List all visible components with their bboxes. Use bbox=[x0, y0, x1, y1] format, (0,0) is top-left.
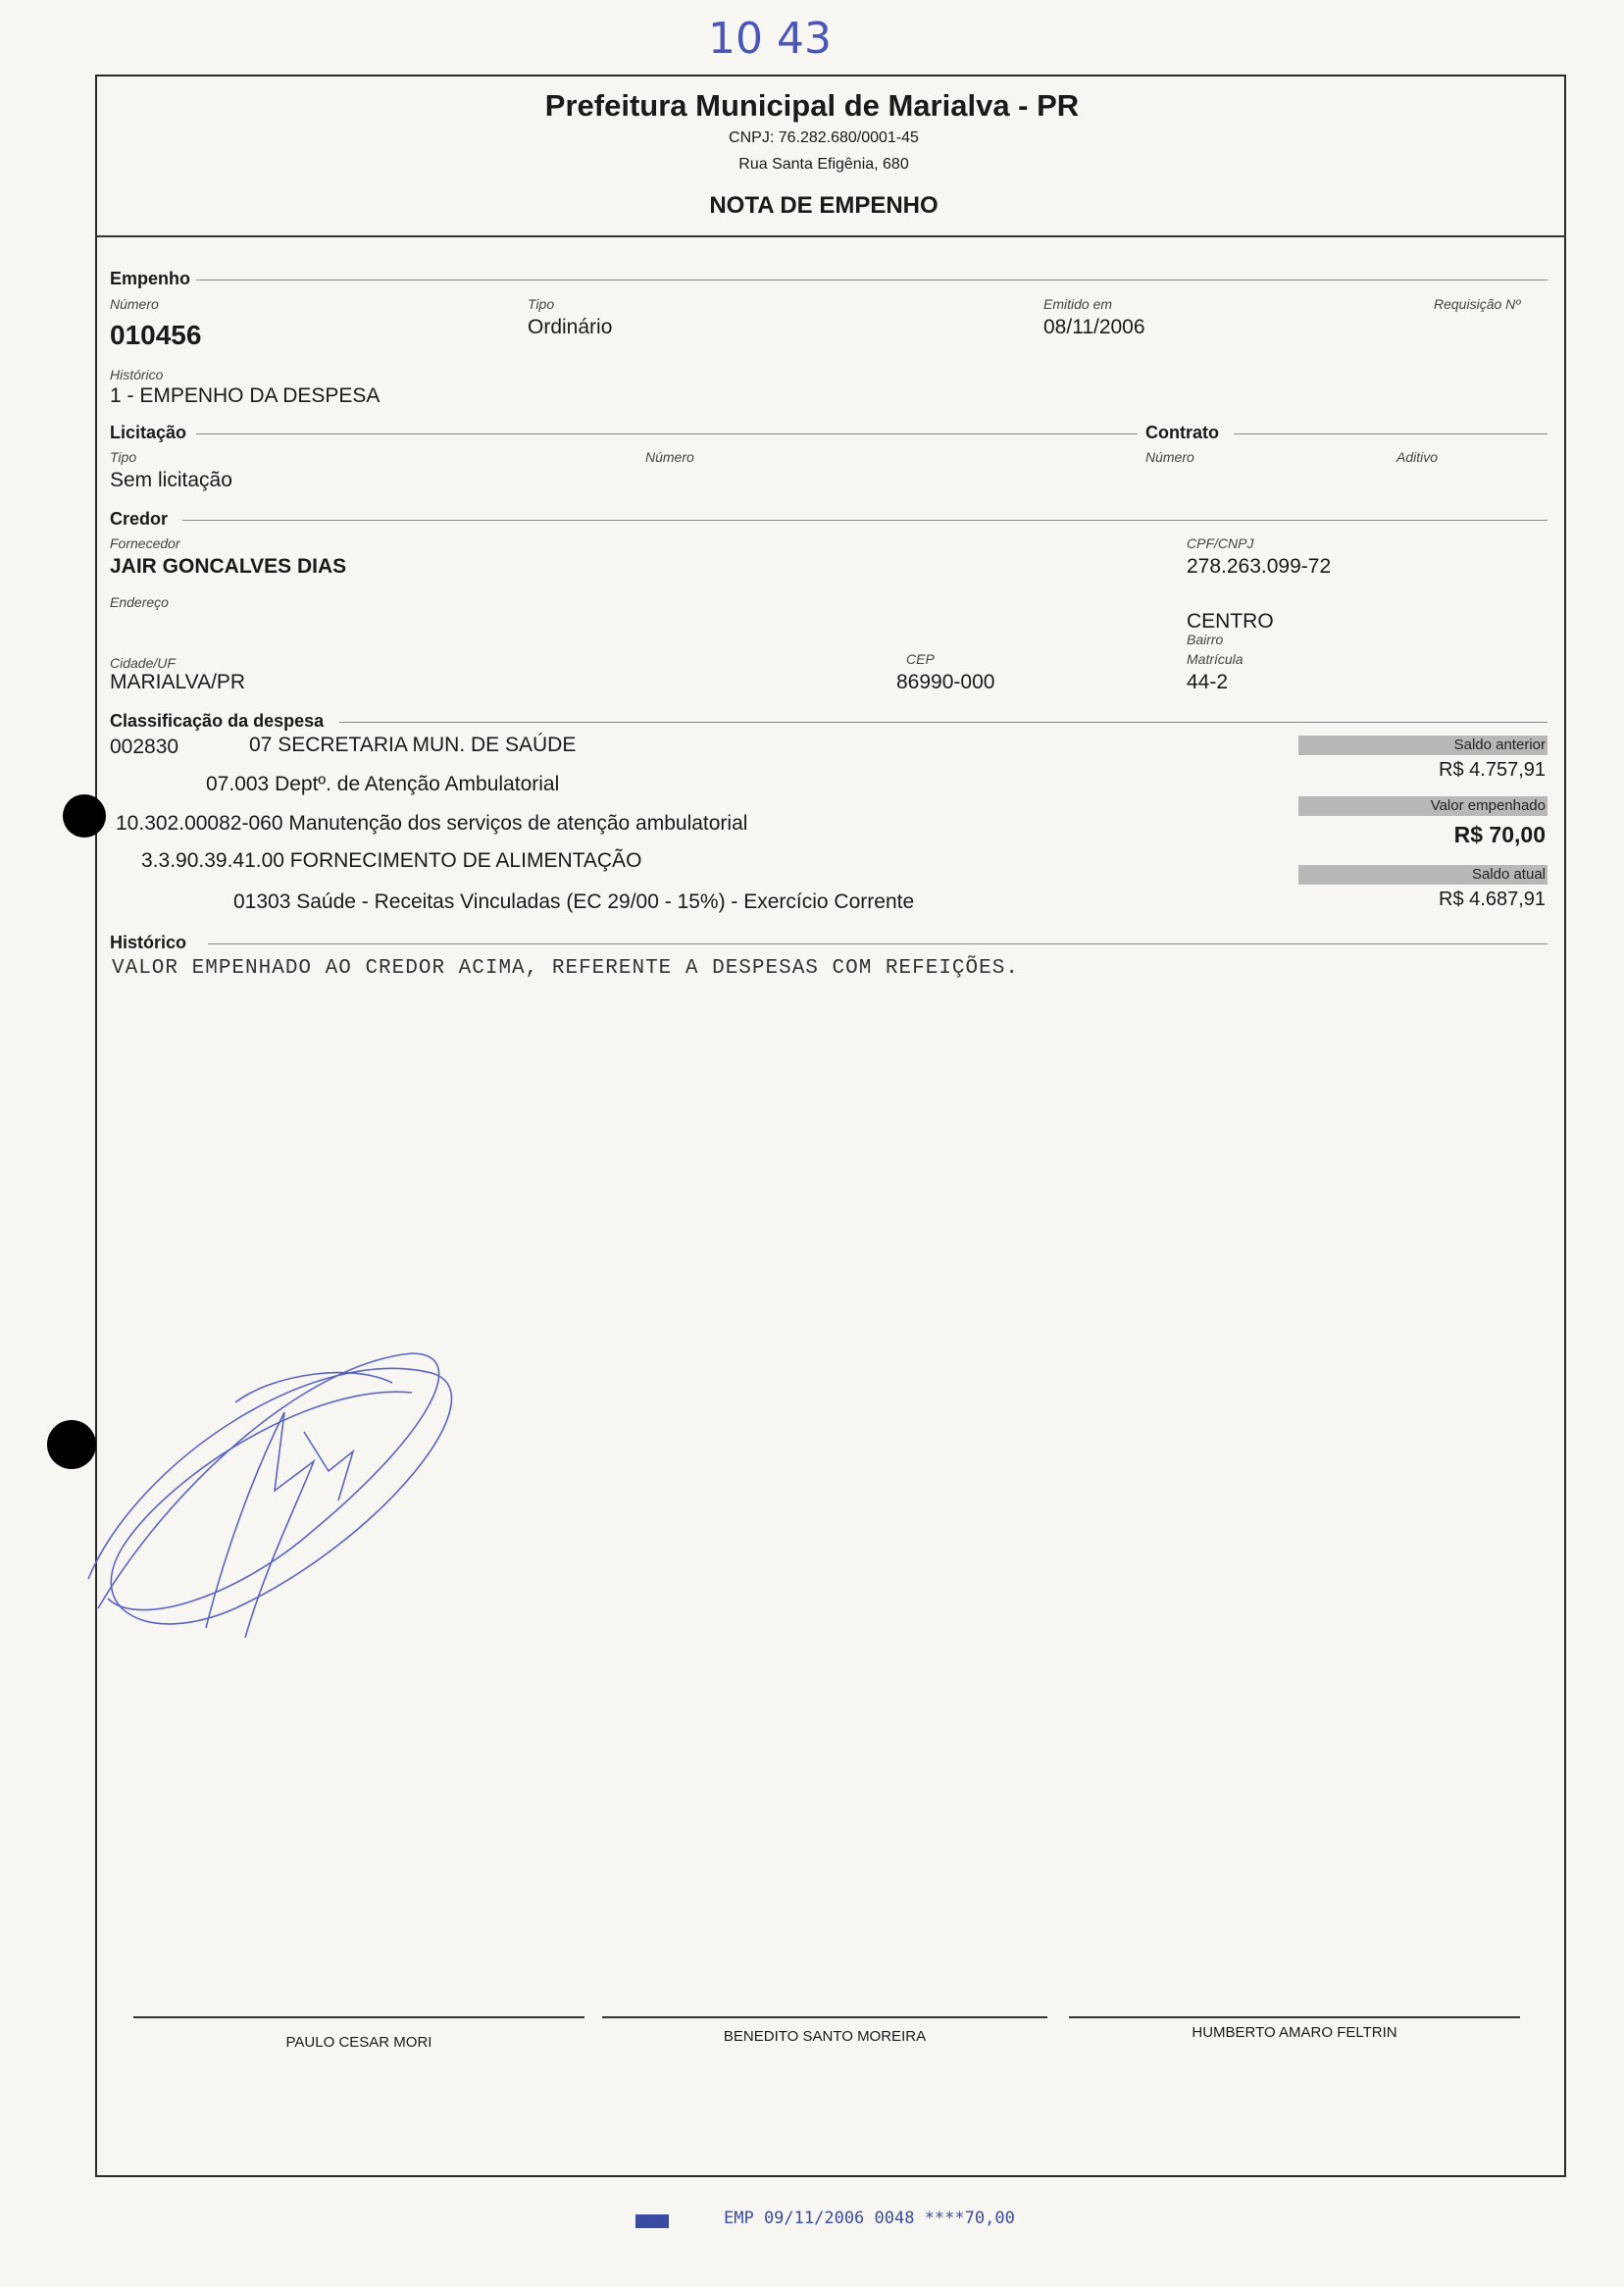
empenho-tipo-label: Tipo bbox=[528, 296, 555, 312]
classificacao-line4: 3.3.90.39.41.00 FORNECIMENTO DE ALIMENTAÇÃO bbox=[141, 849, 642, 872]
handwritten-signature bbox=[59, 1314, 471, 1648]
bairro-label: Bairro bbox=[1187, 632, 1224, 647]
signature-name-3: HUMBERTO AMARO FELTRIN bbox=[1192, 2024, 1397, 2041]
saldo-anterior-label: Saldo anterior bbox=[1453, 737, 1546, 753]
cidade-value: MARIALVA/PR bbox=[110, 671, 246, 693]
licitacao-tipo: Sem licitação bbox=[110, 469, 232, 491]
address-text: Rua Santa Efigênia, 680 bbox=[738, 156, 909, 173]
signature-line-2 bbox=[602, 2016, 1047, 2018]
bairro-value: CENTRO bbox=[1187, 610, 1274, 633]
cpf-value: 278.263.099-72 bbox=[1187, 555, 1332, 578]
header-divider bbox=[95, 235, 1566, 237]
contrato-section-title: Contrato bbox=[1145, 423, 1225, 443]
classificacao-divider bbox=[339, 722, 1548, 723]
empenho-historico: 1 - EMPENHO DA DESPESA bbox=[110, 384, 381, 407]
historico-divider bbox=[208, 943, 1548, 944]
cpf-label: CPF/CNPJ bbox=[1187, 535, 1254, 551]
cep-value: 86990-000 bbox=[896, 671, 995, 693]
licitacao-section-title: Licitação bbox=[110, 423, 192, 443]
valor-empenhado-value: R$ 70,00 bbox=[1453, 822, 1546, 847]
matricula-label: Matrícula bbox=[1187, 651, 1243, 667]
requisicao-label: Requisição Nº bbox=[1434, 296, 1521, 312]
historico-text: VALOR EMPENHADO AO CREDOR ACIMA, REFERENTE A DESPESAS COM REFEIÇÕES. bbox=[112, 957, 1019, 980]
credor-divider bbox=[182, 520, 1548, 521]
licitacao-numero-label: Número bbox=[645, 449, 694, 465]
footer-stamp: EMP 09/11/2006 0048 ****70,00 bbox=[724, 2209, 1015, 2228]
saldo-atual-label: Saldo atual bbox=[1471, 866, 1546, 883]
handwritten-number: 10 43 bbox=[708, 14, 832, 64]
historico-section-title: Histórico bbox=[110, 933, 192, 953]
endereco-label: Endereço bbox=[110, 594, 169, 610]
page-title: Prefeitura Municipal de Marialva - PR bbox=[544, 88, 1080, 123]
matricula-value: 44-2 bbox=[1187, 671, 1229, 693]
cep-label: CEP bbox=[906, 651, 935, 667]
empenho-numero-label: Número bbox=[110, 296, 159, 312]
empenho-tipo: Ordinário bbox=[528, 316, 613, 338]
classificacao-line1: 07 SECRETARIA MUN. DE SAÚDE bbox=[249, 734, 577, 756]
document-title: NOTA DE EMPENHO bbox=[709, 192, 939, 219]
empenho-numero: 010456 bbox=[110, 320, 202, 350]
contrato-divider bbox=[1234, 433, 1548, 434]
licitacao-divider bbox=[196, 433, 1138, 434]
classificacao-line2: 07.003 Deptº. de Atenção Ambulatorial bbox=[206, 773, 560, 795]
credor-section-title: Credor bbox=[110, 509, 174, 530]
cidade-label: Cidade/UF bbox=[110, 655, 176, 671]
saldo-atual-value: R$ 4.687,91 bbox=[1439, 889, 1546, 910]
classificacao-section-title: Classificação da despesa bbox=[110, 711, 330, 732]
fornecedor-name: JAIR GONCALVES DIAS bbox=[110, 555, 347, 578]
bank-logo-icon bbox=[635, 2214, 669, 2228]
saldo-anterior-value: R$ 4.757,91 bbox=[1439, 759, 1546, 781]
emitido-label: Emitido em bbox=[1043, 296, 1113, 312]
classificacao-code: 002830 bbox=[110, 736, 179, 758]
empenho-historico-label: Histórico bbox=[110, 367, 164, 382]
signature-line-1 bbox=[133, 2016, 584, 2018]
classificacao-line5: 01303 Saúde - Receitas Vinculadas (EC 29/00 - 15%) - Exercício Corrente bbox=[233, 890, 915, 913]
signature-line-3 bbox=[1069, 2016, 1520, 2018]
punch-hole-bottom bbox=[47, 1420, 96, 1469]
signature-name-1: PAULO CESAR MORI bbox=[285, 2034, 432, 2051]
punch-hole-top bbox=[63, 794, 106, 838]
fornecedor-label: Fornecedor bbox=[110, 535, 180, 551]
valor-empenhado-label: Valor empenhado bbox=[1430, 797, 1546, 814]
emitido-date: 08/11/2006 bbox=[1043, 316, 1145, 338]
contrato-aditivo-label: Aditivo bbox=[1396, 449, 1439, 465]
signature-name-2: BENEDITO SANTO MOREIRA bbox=[723, 2028, 927, 2045]
empenho-section-title: Empenho bbox=[110, 269, 196, 289]
cnpj-text: CNPJ: 76.282.680/0001-45 bbox=[729, 129, 919, 146]
classificacao-line3: 10.302.00082-060 Manutenção dos serviços de atenção ambulatorial bbox=[116, 812, 748, 835]
contrato-numero-label: Número bbox=[1145, 449, 1194, 465]
licitacao-tipo-label: Tipo bbox=[110, 449, 137, 465]
